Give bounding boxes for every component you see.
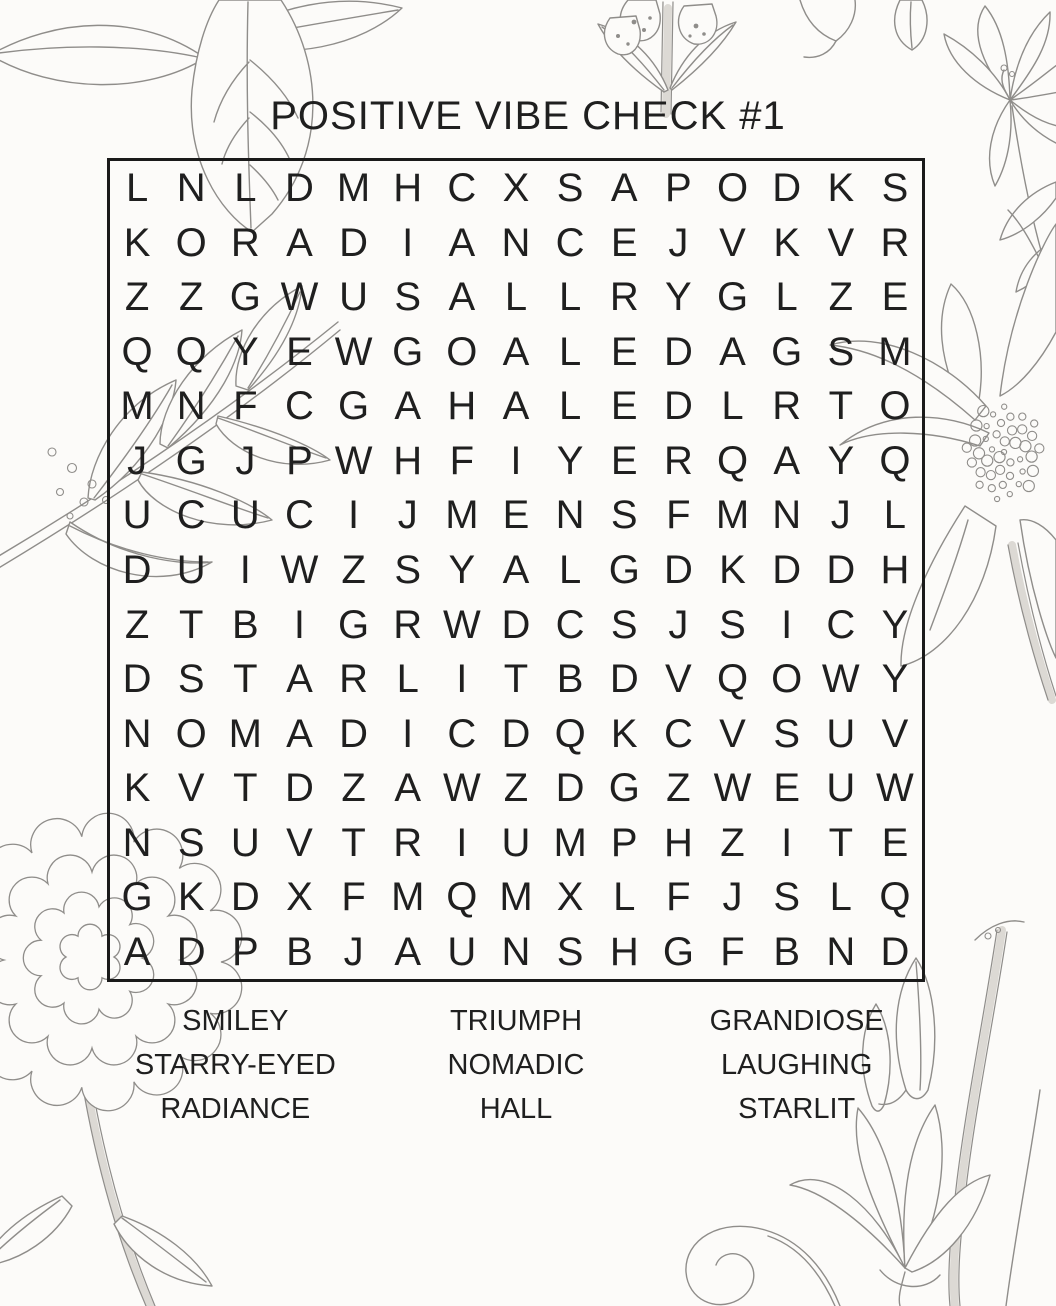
grid-cell[interactable]: J [722, 875, 743, 920]
grid-cell[interactable]: G [662, 929, 694, 974]
grid-cell[interactable]: U [230, 493, 260, 538]
grid-cell[interactable]: A [286, 711, 313, 756]
word-search-grid [107, 158, 925, 982]
grid-cell[interactable]: L [775, 275, 798, 320]
grid-cell[interactable]: Q [175, 329, 207, 374]
grid-cell[interactable]: C [555, 220, 585, 265]
grid-cell[interactable]: W [442, 602, 481, 647]
grid-cell[interactable]: O [175, 220, 207, 265]
grid-cell[interactable]: Y [231, 329, 259, 374]
word-list-column [656, 999, 937, 1131]
grid-cell[interactable]: H [393, 438, 423, 483]
grid-cell[interactable]: H [447, 384, 477, 429]
curl-tendril-icon [686, 1226, 840, 1306]
grid-cell[interactable]: M [336, 166, 371, 211]
grid-cell[interactable]: I [402, 220, 414, 265]
grid-cell[interactable]: N [176, 384, 206, 429]
grid-cell[interactable]: G [338, 602, 370, 647]
grid-cell[interactable]: A [610, 166, 638, 211]
grid-cell[interactable]: B [773, 929, 800, 974]
grid-cell[interactable]: H [880, 547, 910, 592]
grid-cell[interactable]: X [502, 166, 530, 211]
grid-cell[interactable]: T [828, 820, 853, 865]
grid-cell[interactable]: J [397, 493, 418, 538]
word-item: HALL [479, 1093, 553, 1125]
grid-cell[interactable]: L [721, 384, 744, 429]
grid-cell[interactable]: A [719, 329, 746, 374]
grid-cell[interactable]: A [502, 329, 530, 374]
grid-cell[interactable]: Q [554, 711, 586, 756]
grid-cell[interactable]: S [177, 657, 205, 702]
grid-cell[interactable]: F [341, 875, 366, 920]
grid-cell[interactable]: I [456, 657, 468, 702]
grid-cell[interactable]: L [883, 493, 907, 538]
word-item: NOMADIC [447, 1049, 585, 1081]
grid-cell[interactable]: C [663, 711, 693, 756]
grid-cell[interactable]: H [393, 166, 423, 211]
grid-cell[interactable]: A [448, 220, 476, 265]
grid-cell[interactable]: M [878, 329, 912, 374]
grid-cell[interactable]: E [286, 329, 313, 374]
grid-cell[interactable]: L [504, 275, 528, 320]
grid-cell[interactable]: E [610, 384, 638, 429]
grid-cell[interactable]: D [339, 220, 369, 265]
grid-cell[interactable]: A [394, 384, 422, 429]
grid-cell[interactable]: L [829, 875, 852, 920]
grid-cell[interactable]: K [123, 766, 151, 811]
grid-cell[interactable]: E [502, 493, 530, 538]
sprig-top-center-icon [800, 0, 927, 57]
page-title: POSITIVE VIBE CHECK #1 [270, 94, 786, 138]
grid-cell[interactable]: M [445, 493, 479, 538]
word-list [95, 999, 937, 1131]
grid-cell[interactable]: S [827, 329, 855, 374]
grid-cell[interactable]: K [610, 711, 638, 756]
grid-cell[interactable]: T [178, 602, 204, 647]
grid-cell[interactable]: D [663, 547, 693, 592]
grid-cell[interactable]: U [826, 711, 856, 756]
grid-cell[interactable]: G [716, 275, 749, 320]
grid-cell[interactable]: Q [716, 438, 749, 483]
grid-cell[interactable]: J [127, 438, 148, 483]
grid-cell[interactable]: Z [178, 275, 204, 320]
grid-cell[interactable]: I [348, 493, 360, 538]
grid-cell[interactable]: I [510, 438, 522, 483]
grid-cell[interactable]: U [339, 275, 369, 320]
grid-cell[interactable]: J [668, 220, 689, 265]
grid-cell[interactable]: S [773, 711, 800, 756]
grid-cell[interactable]: G [392, 329, 424, 374]
grid-cell[interactable]: Q [879, 875, 911, 920]
grid-cell[interactable]: S [556, 166, 584, 211]
grid-cell[interactable]: J [830, 493, 851, 538]
grid-cell[interactable]: V [286, 820, 313, 865]
grid-cell[interactable]: D [772, 166, 802, 211]
grid-cell[interactable]: G [229, 275, 261, 320]
grid-cell[interactable]: K [719, 547, 746, 592]
grid-cell[interactable]: N [501, 929, 531, 974]
grid-cell[interactable]: S [177, 820, 205, 865]
grid-cell[interactable]: R [772, 384, 802, 429]
grid-cell[interactable]: V [719, 711, 746, 756]
grid-cell[interactable]: O [771, 657, 803, 702]
grid-cell[interactable]: M [499, 875, 533, 920]
grid-cell[interactable]: U [122, 493, 152, 538]
grid-cell[interactable]: I [781, 820, 793, 865]
grid-cell[interactable]: K [123, 220, 151, 265]
grid-cell[interactable]: O [716, 166, 749, 211]
grid-cell[interactable]: K [827, 166, 855, 211]
grid-cell[interactable]: Z [341, 766, 366, 811]
grid-cell[interactable]: V [719, 220, 746, 265]
grid-cell[interactable]: N [555, 493, 585, 538]
grid-cell[interactable]: D [555, 766, 585, 811]
grid-cell[interactable]: G [771, 329, 803, 374]
grid-cell[interactable]: B [556, 657, 584, 702]
grid-cell[interactable]: U [826, 766, 856, 811]
grid-cell[interactable]: D [663, 384, 693, 429]
word-item: STARLIT [738, 1093, 856, 1125]
grid-cell[interactable]: G [608, 547, 640, 592]
grid-cell[interactable]: V [881, 711, 909, 756]
grid-cell[interactable]: A [448, 275, 476, 320]
grid-cell[interactable]: E [881, 275, 909, 320]
grid-cell[interactable]: O [446, 329, 478, 374]
grid-cell[interactable]: C [447, 166, 477, 211]
grid-cell[interactable]: I [293, 602, 306, 647]
grid-cell[interactable]: T [341, 820, 366, 865]
grid-cell[interactable]: E [881, 820, 909, 865]
grid-cell[interactable]: O [175, 711, 207, 756]
grid-cell[interactable]: Q [121, 329, 153, 374]
grid-cell[interactable]: S [394, 275, 422, 320]
grid-cell[interactable]: R [393, 820, 423, 865]
grid-cell[interactable]: T [233, 657, 258, 702]
grid-cell[interactable]: D [501, 602, 531, 647]
grid-cell[interactable]: E [610, 220, 638, 265]
grid-cell[interactable]: K [773, 220, 800, 265]
grid-cell[interactable]: G [338, 384, 370, 429]
grid-cell[interactable]: D [285, 166, 314, 211]
grid-cell[interactable]: P [610, 820, 638, 865]
grid-cell[interactable]: F [449, 438, 475, 483]
grid-cell[interactable]: J [668, 602, 689, 647]
grid-cell[interactable]: Q [716, 657, 749, 702]
grid-cell[interactable]: C [176, 493, 206, 538]
grid-cell[interactable]: U [230, 820, 260, 865]
grid-cell[interactable]: C [285, 384, 314, 429]
grid-cell[interactable]: Z [124, 275, 150, 320]
grid-cell[interactable]: F [233, 384, 258, 429]
grid-cell[interactable]: O [879, 384, 911, 429]
word-list-column [376, 999, 657, 1131]
grid-cell[interactable]: D [285, 766, 314, 811]
word-list-column [95, 999, 376, 1131]
grid-cell[interactable]: H [609, 929, 639, 974]
grid-cell[interactable]: E [610, 329, 638, 374]
grid-cell[interactable]: S [610, 602, 638, 647]
grid-cell[interactable]: W [334, 329, 373, 374]
grid-cell[interactable]: C [447, 711, 477, 756]
grid-cell[interactable]: W [280, 275, 319, 320]
grid-cell[interactable]: R [339, 657, 369, 702]
grid-cell[interactable]: G [121, 875, 153, 920]
grid-cell[interactable]: Q [879, 438, 911, 483]
grid-cell[interactable]: S [773, 875, 800, 920]
grid-cell[interactable]: R [230, 220, 260, 265]
grid-cell[interactable]: C [826, 602, 856, 647]
grid-cell[interactable]: M [391, 875, 425, 920]
grid-cell[interactable]: D [122, 657, 152, 702]
grid-cell[interactable]: S [610, 493, 638, 538]
grid-cell[interactable]: W [713, 766, 752, 811]
grid-cell[interactable]: U [501, 820, 531, 865]
grid-cell[interactable]: S [881, 166, 909, 211]
grid-cell[interactable]: T [828, 384, 853, 429]
grid-cell[interactable]: F [720, 929, 745, 974]
grid-cell[interactable]: D [663, 329, 693, 374]
grid-cell[interactable]: F [666, 875, 691, 920]
grid-cell[interactable]: J [343, 929, 364, 974]
grid-cell[interactable]: A [286, 657, 313, 702]
grid-cell[interactable]: W [821, 657, 860, 702]
grid-cell[interactable]: J [235, 438, 256, 483]
grid-cell[interactable]: A [286, 220, 313, 265]
grid-cell[interactable]: M [228, 711, 262, 756]
grid-cell[interactable]: L [559, 329, 582, 374]
word-item: GRANDIOSE [709, 1005, 884, 1037]
grid-cell[interactable]: N [176, 166, 206, 211]
grid-cell[interactable]: D [609, 657, 639, 702]
grid-cell[interactable]: D [230, 875, 260, 920]
grid-cell[interactable]: L [234, 166, 257, 211]
grid-cell[interactable]: G [175, 438, 207, 483]
grid-cell[interactable]: P [231, 929, 259, 974]
grid-cell[interactable]: W [334, 438, 373, 483]
grid-cell[interactable]: Y [556, 438, 584, 483]
grid-cell[interactable]: A [123, 929, 151, 974]
grid-cell[interactable]: A [502, 547, 530, 592]
word-item: LAUGHING [720, 1049, 873, 1081]
word-item: STARRY-EYED [134, 1049, 336, 1081]
grid-cell[interactable]: D [176, 929, 206, 974]
grid-cell[interactable]: L [396, 657, 419, 702]
grid-cell[interactable]: V [177, 766, 205, 811]
grid-cell[interactable]: F [666, 493, 691, 538]
grid-cell[interactable]: B [286, 929, 313, 974]
grid-cell[interactable]: S [394, 547, 422, 592]
grid-cell[interactable]: W [876, 766, 914, 811]
grid-cell[interactable]: B [231, 602, 259, 647]
grid-cell[interactable]: I [781, 602, 793, 647]
grid-cell[interactable]: D [880, 929, 910, 974]
grid-cell[interactable]: M [715, 493, 750, 538]
grid-cell[interactable]: L [125, 166, 149, 211]
grid-cell[interactable]: G [608, 766, 640, 811]
grid-cell[interactable]: R [663, 438, 693, 483]
grid-cell[interactable]: H [663, 820, 693, 865]
grid-cell[interactable]: T [503, 657, 529, 702]
grid-cell[interactable]: N [772, 493, 802, 538]
grid-cell[interactable]: X [286, 875, 313, 920]
grid-cell[interactable]: Z [503, 766, 529, 811]
grid-cell[interactable]: I [456, 820, 468, 865]
grid-cell[interactable]: X [556, 875, 584, 920]
grid-cell[interactable]: I [402, 711, 414, 756]
word-item: TRIUMPH [449, 1005, 583, 1037]
grid-cell[interactable]: S [556, 929, 584, 974]
grid-cell[interactable]: N [826, 929, 856, 974]
grid-cell[interactable]: I [239, 547, 251, 592]
grid-cell[interactable]: L [559, 547, 582, 592]
grid-cell[interactable]: D [122, 547, 152, 592]
grid-cell[interactable]: Y [827, 438, 855, 483]
grid-cell[interactable]: T [233, 766, 258, 811]
grid-cell[interactable]: Z [341, 547, 366, 592]
grid-cell[interactable]: N [122, 820, 152, 865]
grid-cell[interactable]: Y [881, 602, 909, 647]
grid-cell[interactable]: N [501, 220, 531, 265]
grid-cell[interactable]: W [442, 766, 481, 811]
grid-cell[interactable]: A [502, 384, 530, 429]
grid-cell[interactable]: P [665, 166, 692, 211]
grid-cell[interactable]: C [555, 602, 585, 647]
grid-cell[interactable]: U [447, 929, 477, 974]
grid-cell[interactable]: V [665, 657, 692, 702]
grid-cell[interactable]: S [719, 602, 746, 647]
grid-cell[interactable]: D [772, 547, 802, 592]
grid-cell[interactable]: Q [446, 875, 478, 920]
grid-cell[interactable]: D [501, 711, 531, 756]
grid-cell[interactable]: R [609, 275, 639, 320]
grid-cell[interactable]: Z [828, 275, 853, 320]
grid-cell[interactable]: M [553, 820, 587, 865]
grid-cell[interactable]: R [393, 602, 423, 647]
grid-cell[interactable]: L [613, 875, 636, 920]
grid-cell[interactable]: A [394, 766, 422, 811]
grid-cell[interactable]: M [120, 384, 154, 429]
grid-cell[interactable]: N [122, 711, 152, 756]
grid-cell[interactable]: U [176, 547, 206, 592]
grid-cell[interactable]: Y [665, 275, 692, 320]
word-item: RADIANCE [160, 1093, 311, 1125]
lily-top-right-icon [944, 6, 1056, 292]
grid-cell[interactable]: E [773, 766, 800, 811]
grid-cell[interactable]: Z [720, 820, 745, 865]
grid-cell[interactable]: D [826, 547, 856, 592]
grid-cell[interactable]: C [285, 493, 314, 538]
grid-cell[interactable]: K [177, 875, 205, 920]
grid-cell[interactable]: L [559, 275, 582, 320]
grid-cell[interactable]: P [286, 438, 313, 483]
word-item: SMILEY [182, 1005, 289, 1037]
grid-cell[interactable]: Y [881, 657, 909, 702]
grid-cell[interactable]: A [394, 929, 422, 974]
grid-cell[interactable]: D [339, 711, 369, 756]
grid-cell[interactable]: Z [666, 766, 691, 811]
grid-cell[interactable]: Y [448, 547, 476, 592]
grid-cell[interactable]: E [610, 438, 638, 483]
grid-cell[interactable]: R [880, 220, 910, 265]
grid-cell[interactable]: V [827, 220, 855, 265]
grid-cell[interactable]: L [559, 384, 582, 429]
grid-cell[interactable]: Z [124, 602, 150, 647]
grid-cell[interactable]: W [280, 547, 319, 592]
grid-cell[interactable]: A [773, 438, 800, 483]
